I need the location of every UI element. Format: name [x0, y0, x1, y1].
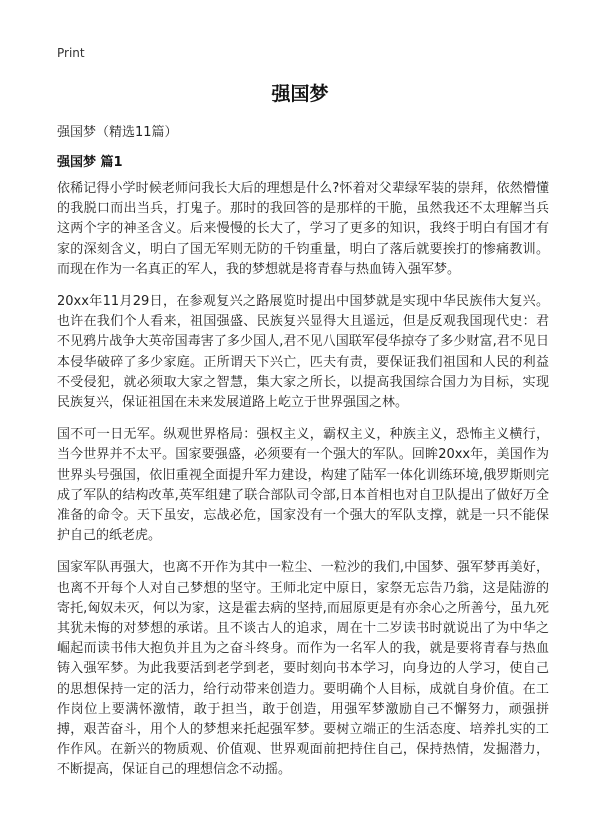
print-link[interactable]: Print — [57, 46, 85, 60]
paragraph-4: 国家军队再强大，也离不开作为其中一粒尘、一粒沙的我们,中国梦、强军梦再美好，也离不开每个人对自己梦想的坚守。王师北定中原日，家祭无忘告乃翁，这是陆游的寄托,匈奴未灭，何以为家，这是霍去病的坚持,而屈原更是有亦余心之所善兮，虽九死其犹未悔的对梦想的承诺。且不谈古人的追求，周在十二岁读书时就说出了为中华之崛起而读书伟大抱负并且为之奋斗终身。而作为一名军人的我，就是要将青春与热血铸入强军梦。为此我要活到老学到老，要时刻向书本学习，向身边的人学习，使自己的思想保持一定的活力，给行动带来创造力。要明确个人目标，成就自身价值。在工作岗位上要满怀激情，敢于担当，敢于创造，用强军梦激励自己不懈努力，顽强拼搏，艰苦奋斗，用个人的梦想来托起强军梦。要树立端正的生活态度、培养扎实的工作作风。在新兴的物质观、价值观、世界观面前把持住自己，保持热情，发掘潜力，不断提高，保证自己的理想信念不动摇。 — [57, 560, 549, 778]
paragraph-1: 依稀记得小学时候老师问我长大后的理想是什么?怀着对父辈绿军装的崇拜，依然懵懂的我脱口而出当兵，打鬼子。那时的我回答的是那样的干脆，虽然我还不太理解当兵这两个字的神圣含义。后来慢慢的长大了，学习了更多的知识，我终于明白有国才有家的深刻含义，明白了国无军则无防的千钧重量，明白了落后就要挨打的惨痛教训。而现在作为一名真正的军人，我的梦想就是将青春与热血铸入强军梦。 — [57, 181, 549, 277]
page-title: 强国梦 — [271, 83, 329, 105]
document-subtitle: 强国梦（精选11篇） — [57, 125, 178, 140]
article-body — [57, 179, 549, 793]
paragraph-3: 国不可一日无军。纵观世界格局：强权主义，霸权主义，种族主义，恐怖主义横行，当今世界并不太平。国家要强盛，必须要有一个强大的军队。回眸20xx年，美国作为世界头号强国，依旧重视全面提升军力建设，构建了陆军一体化训练环境,俄罗斯则完成了军队的结构改革,英军组建了联合部队司令部,日本首相也对自卫队提出了做好万全准备的命令。天下虽安，忘战必危，国家没有一个强大的军队支撑，就是一只不能保护自己的纸老虎。 — [57, 427, 549, 544]
paragraph-2: 20xx年11月29日，在参观复兴之路展览时提出中国梦就是实现中华民族伟大复兴。也许在我们个人看来，祖国强盛、民族复兴显得大且遥远，但是反观我国现代史：君不见鸦片战争大英帝国毒害了多少国人,君不见八国联军侵华掠夺了多少财富,君不见日本侵华破碎了多少家庭。正所谓天下兴亡，匹夫有责，要保证我们祖国和人民的利益不受侵犯，就必须取大家之智慧，集大家之所长，以提高我国综合国力为目标，实现民族复兴，保证祖国在未来发展道路上屹立于世界强国之林。 — [57, 294, 549, 411]
section-heading: 强国梦 篇1 — [57, 155, 123, 170]
